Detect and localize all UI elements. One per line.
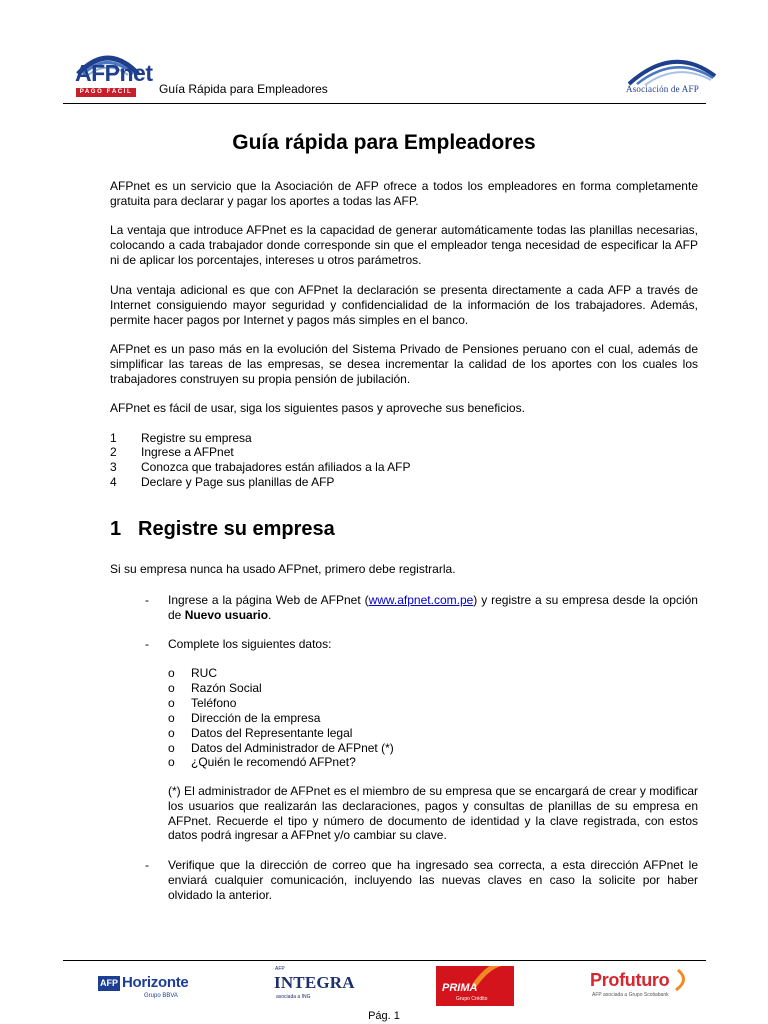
step-text: Declare y Page sus planillas de AFP (141, 475, 335, 489)
list-item: RUC (191, 666, 217, 680)
intro-paragraph: La ventaja que introduce AFPnet es la capacidad de generar automáticamente todas las planillas necesarias, colocando a cada trabajador donde corresponde sin que el empleador tenga necesidad de especificar la AFP ni de aplicar los porcentajes, intereses u otros parámetros. (110, 223, 698, 267)
prima-logo-text: PRIMA (442, 982, 478, 994)
list-item: ¿Quién le recomendó AFPnet? (191, 755, 356, 769)
header-divider (63, 103, 706, 104)
prima-swoosh-icon (472, 966, 514, 988)
bullet-marker: o (168, 755, 175, 769)
bullet-marker: o (168, 741, 175, 755)
administrator-note: (*) El administrador de AFPnet es el miembro de su empresa que se encargará de crear y modificar los usuarios que realizarán las declaraciones, pagos y consultas de planillas de su empresa en AFPnet. Recuerde el tipo y número de documento de identidad y la clave registrada, con estos datos podrá ingresar a AFPnet y/o cambiar su clave. (168, 784, 698, 843)
section-heading (110, 518, 335, 541)
step-text: Ingrese a AFPnet (141, 445, 234, 459)
section-number: 1 (110, 518, 122, 540)
afpnet-logo-tagline: PAGO FÁCIL (76, 88, 136, 97)
dash-marker: - (145, 858, 149, 872)
footer-logo-profuturo (590, 970, 690, 1004)
afpnet-logo-text: AFPnet (75, 60, 153, 86)
step-number: 4 (110, 475, 117, 489)
prima-logo-sub: Grupo Crédito (456, 996, 488, 1002)
intro-paragraph: AFPnet es fácil de usar, siga los siguientes pasos y aproveche sus beneficios. (110, 401, 525, 415)
dash-marker: - (145, 637, 149, 651)
list-item: Teléfono (191, 696, 237, 710)
header-subtitle: Guía Rápida para Empleadores (159, 82, 328, 96)
section-title: Registre su empresa (138, 518, 335, 540)
nuevo-usuario-label: Nuevo usuario (184, 607, 269, 622)
list-item: Razón Social (191, 681, 262, 695)
section-intro: Si su empresa nunca ha usado AFPnet, primero debe registrarla. (110, 562, 456, 576)
horizonte-logo-sub: Grupo BBVA (144, 993, 178, 999)
bullet-marker: o (168, 696, 175, 710)
footer-divider (63, 960, 706, 961)
profuturo-logo-text: Profuturo (590, 970, 670, 990)
footer-logo-prima (436, 966, 514, 1006)
bullet-marker: o (168, 726, 175, 740)
step-number: 2 (110, 445, 117, 459)
instruction-item: Complete los siguientes datos: (168, 637, 332, 651)
instruction-text: ) y registre a su empresa desde la opción de (168, 593, 698, 622)
instruction-text: . (268, 607, 272, 622)
page-title: Guía rápida para Empleadores (232, 131, 536, 154)
step-number: 1 (110, 431, 117, 445)
list-item: Datos del Administrador de AFPnet (*) (191, 741, 394, 755)
asociacion-afp-text: Asociación de AFP (626, 84, 699, 94)
intro-paragraph: AFPnet es un paso más en la evolución del Sistema Privado de Pensiones peruano con el cual, además de simplificar las tareas de las empresas, se desea incrementar la calidad de los aportes con los cuales los trabajadores construyen su propia pensión de jubilación. (110, 342, 698, 386)
step-text: Conozca que trabajadores están afiliados a la AFP (141, 460, 411, 474)
profuturo-swoosh-icon (674, 968, 690, 992)
step-text: Registre su empresa (141, 431, 252, 445)
instruction-item (168, 593, 698, 623)
afp-badge: AFP (98, 976, 120, 991)
bullet-marker: o (168, 681, 175, 695)
integra-logo-text: INTEGRA (274, 973, 355, 992)
afpnet-website-link[interactable]: www.afpnet.com.pe (368, 593, 474, 607)
step-number: 3 (110, 460, 117, 474)
page-number: Pág. 1 (368, 1010, 400, 1022)
dash-marker: - (145, 593, 149, 607)
bullet-marker: o (168, 666, 175, 680)
bullet-marker: o (168, 711, 175, 725)
afp-badge: AFP (275, 966, 285, 972)
intro-paragraph: Una ventaja adicional es que con AFPnet la declaración se presenta directamente a cada AFP a través de Internet consiguiendo mayor seguridad y confidencialidad de la información de los trabajadores. Además, permite hacer pagos por Internet y pagos más simples en el banco. (110, 283, 698, 327)
list-item: Dirección de la empresa (191, 711, 321, 725)
horizonte-logo-text: Horizonte (122, 974, 189, 991)
footer-logo-horizonte (98, 974, 198, 1004)
intro-paragraph: AFPnet es un servicio que la Asociación de AFP ofrece a todos los empleadores en forma completamente gratuita para declarar y pagar los aportes a todas las AFP. (110, 179, 698, 208)
profuturo-logo-sub: AFP asociada a Grupo Scotiabank (592, 992, 669, 998)
instruction-item: Verifique que la dirección de correo que ha ingresado sea correcta, a esta dirección AFPnet le enviará cualquier comunicación, incluyendo las nuevas claves en caso la solicite por haber olvidado la anterior. (168, 858, 698, 902)
integra-logo-sub: asociada a ING (276, 994, 311, 1000)
instruction-text: Ingrese a la página Web de AFPnet ( (168, 593, 369, 607)
list-item: Datos del Representante legal (191, 726, 353, 740)
footer-logo-integra (272, 966, 362, 1004)
